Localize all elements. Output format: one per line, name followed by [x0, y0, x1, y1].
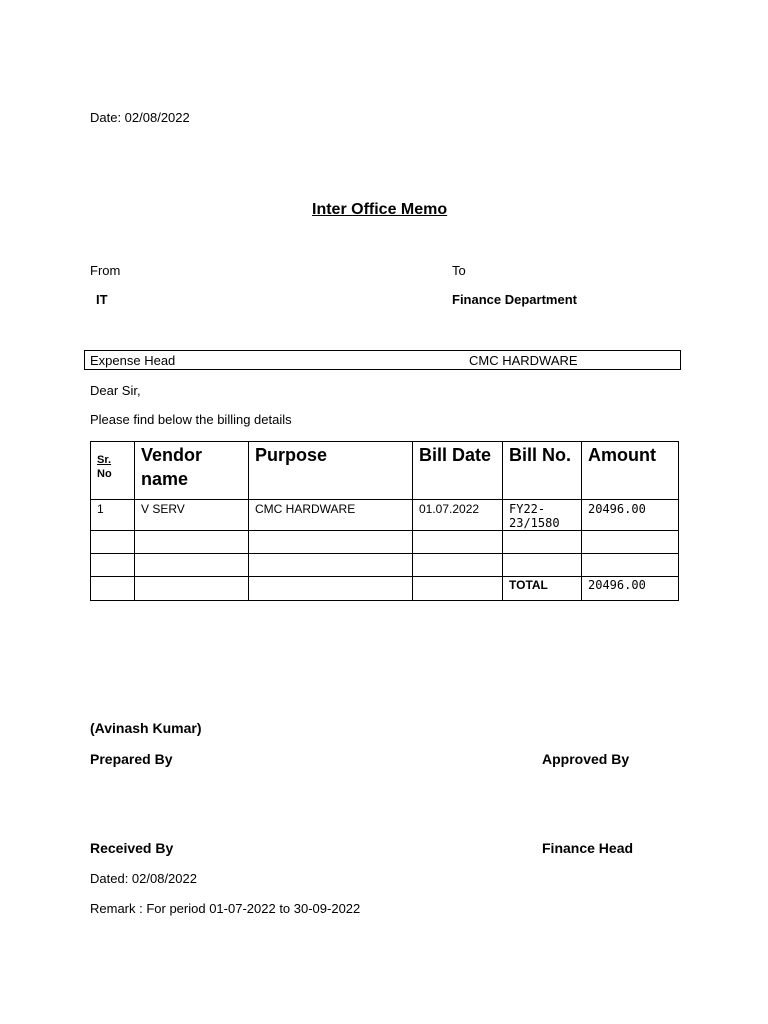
cell-sr: 1 [91, 500, 135, 531]
cell-purpose: CMC HARDWARE [249, 500, 413, 531]
from-label: From [90, 263, 121, 278]
empty-cell [582, 531, 679, 554]
empty-cell [413, 554, 503, 577]
cell-amount: 20496.00 [582, 500, 679, 531]
remark-text: Remark : For period 01-07-2022 to 30-09-2022 [90, 901, 361, 916]
empty-cell [413, 577, 503, 601]
empty-cell [135, 577, 249, 601]
salutation: Dear Sir, [90, 383, 141, 398]
table-header-row [91, 442, 679, 500]
intro-text: Please find below the billing details [90, 412, 292, 427]
billing-table [90, 441, 679, 601]
col-header-bill-no: Bill No. [503, 442, 582, 500]
to-value: Finance Department [452, 292, 577, 307]
from-value: IT [96, 292, 108, 307]
expense-head-label: Expense Head [90, 353, 176, 368]
empty-cell [91, 577, 135, 601]
expense-head-value: CMC HARDWARE [469, 353, 578, 368]
col-header-bill-date: Bill Date [413, 442, 503, 500]
empty-cell [91, 531, 135, 554]
memo-date: Date: 02/08/2022 [90, 110, 190, 125]
empty-cell [249, 577, 413, 601]
empty-cell [413, 531, 503, 554]
table-row [91, 500, 679, 531]
finance-head-label: Finance Head [542, 840, 634, 856]
preparer-name: (Avinash Kumar) [90, 720, 202, 736]
col-header-amount: Amount [582, 442, 679, 500]
empty-cell [249, 531, 413, 554]
table-total-row [91, 577, 679, 601]
cell-bill-date: 01.07.2022 [413, 500, 503, 531]
cell-bill-no: FY22- 23/1580 [503, 500, 582, 531]
empty-cell [582, 554, 679, 577]
cell-vendor: V SERV [135, 500, 249, 531]
received-by-label: Received By [90, 840, 174, 856]
empty-cell [503, 531, 582, 554]
to-label: To [452, 263, 466, 278]
dated-text: Dated: 02/08/2022 [90, 871, 197, 886]
prepared-by-label: Prepared By [90, 751, 173, 767]
empty-cell [503, 554, 582, 577]
total-label: TOTAL [503, 577, 582, 601]
empty-cell [135, 554, 249, 577]
empty-cell [249, 554, 413, 577]
memo-title: Inter Office Memo [312, 201, 448, 218]
approved-by-label: Approved By [542, 751, 630, 767]
table-row-empty [91, 531, 679, 554]
empty-cell [135, 531, 249, 554]
sr-no-label-a: Sr. [97, 454, 112, 466]
total-amount: 20496.00 [582, 577, 679, 601]
table-row-empty [91, 554, 679, 577]
col-header-vendor: Vendor name [135, 442, 249, 500]
empty-cell [91, 554, 135, 577]
col-header-sr-no [91, 442, 135, 500]
sr-no-label-b: No [97, 468, 112, 480]
expense-head-box [84, 350, 681, 370]
col-header-purpose: Purpose [249, 442, 413, 500]
